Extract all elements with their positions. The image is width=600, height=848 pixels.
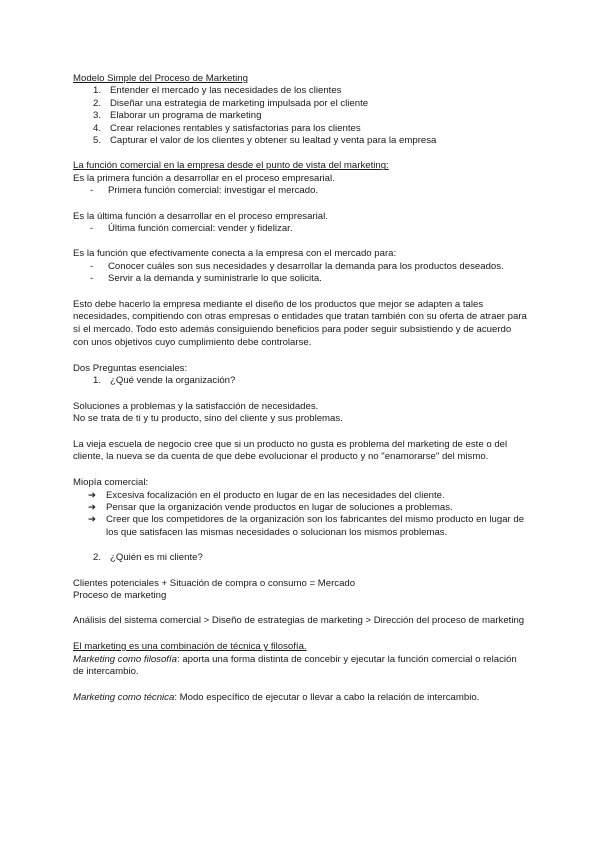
last-function-text: Es la última función a desarrollar en el proceso empresarial. xyxy=(73,210,328,222)
philosophy-label: Marketing como filosofía xyxy=(73,653,177,665)
list-item: 4. Crear relaciones rentables y satisfactorias para los clientes xyxy=(92,122,361,134)
analysis-text: Análisis del sistema comercial > Diseño de estrategias de marketing > Dirección del proceso de marketing xyxy=(73,615,525,627)
list-item: ➔ Pensar que la organización vende productos en lugar de soluciones a problemas. xyxy=(73,502,528,514)
process-steps-list xyxy=(73,85,528,147)
philosophy-text: : aporta una forma distinta de concebir y ejecutar la función comercial o relación de intercambio. xyxy=(73,653,517,678)
solutions-text: Soluciones a problemas y la satisfacción de necesidades. xyxy=(73,400,319,412)
list-item: ➔ Creer que los competidores de la organización son los fabricantes del mismo producto en lugar de los que satisfacen las mismas necesidades o solucionan los mismos problemas. xyxy=(73,514,528,539)
arrow-icon: ➔ xyxy=(88,489,96,501)
list-item: - Última función comercial: vender y fidelizar. xyxy=(73,223,528,235)
first-function-text: Es la primera función a desarrollar en el proceso empresarial. xyxy=(73,172,335,184)
section-title-combination: El marketing es una combinación de técnica y filosofía. xyxy=(73,641,307,653)
section-title-questions: Dos Preguntas esenciales: xyxy=(73,362,188,374)
technique-definition xyxy=(73,692,528,705)
list-item: - Servir a la demanda y suministrarle lo que solicita. xyxy=(73,273,528,285)
document-page xyxy=(73,73,528,705)
connect-function-text: Es la función que efectivamente conecta a la empresa con el mercado para: xyxy=(73,248,397,260)
technique-text: : Modo específico de ejecutar o llevar a cabo la relación de intercambio. xyxy=(174,692,480,704)
list-item: 1. ¿Qué vende la organización? xyxy=(92,375,236,387)
philosophy-definition xyxy=(73,654,528,680)
market-formula: Clientes potenciales + Situación de compra o consumo = Mercado xyxy=(73,577,356,589)
arrow-icon: ➔ xyxy=(88,514,96,526)
list-item: - Primera función comercial: investigar el mercado. xyxy=(73,185,528,197)
section-title-function: La función comercial en la empresa desde el punto de vista del marketing: xyxy=(73,160,389,172)
dash-bullet: - xyxy=(90,185,94,197)
dash-bullet: - xyxy=(90,223,94,235)
list-item: 3. Elaborar un programa de marketing xyxy=(92,110,262,122)
list-item: 1. Entender el mercado y las necesidades de los clientes xyxy=(92,85,342,97)
dash-bullet: - xyxy=(90,260,94,272)
list-item: 2. ¿Quién es mi cliente? xyxy=(92,552,203,564)
technique-label: Marketing como técnica xyxy=(73,692,175,704)
customer-focus-text: No se trata de ti y tu producto, sino del cliente y sus problemas. xyxy=(73,413,343,425)
list-item: - Conocer cuáles son sus necesidades y desarrollar la demanda para los productos deseados. xyxy=(73,261,528,273)
list-item: ➔ Excesiva focalización en el producto en lugar de en las necesidades del cliente. xyxy=(73,490,528,502)
miopia-title: Miopía comercial: xyxy=(73,477,149,489)
section-title-process: Modelo Simple del Proceso de Marketing xyxy=(73,73,248,84)
list-item: 5. Capturar el valor de los clientes y obtener su lealtad y venta para la empresa xyxy=(92,135,437,147)
company-paragraph: Esto debe hacerlo la empresa mediante el diseño de los productos que mejor se adapten a tales necesidades, compitiendo con otras empresas o entidades que tratan también con su oferta de atraer para sí el mercado. Todo esto además consiguiendo beneficios para poder seguir subsistiendo y de acuerdo con unos objetivos cuyo cumplimiento debe controlarse. xyxy=(73,298,527,349)
old-school-paragraph: La vieja escuela de negocio cree que si un producto no gusta es problema del marketing de este o del cliente, la nueva se da cuenta de que debe evolucionar el producto y no "enamorarse" del mismo. xyxy=(73,438,508,463)
dash-bullet: - xyxy=(90,273,94,285)
list-item: 2. Diseñar una estrategia de marketing impulsada por el cliente xyxy=(92,97,369,109)
marketing-process-text: Proceso de marketing xyxy=(73,589,167,601)
arrow-icon: ➔ xyxy=(88,501,96,513)
